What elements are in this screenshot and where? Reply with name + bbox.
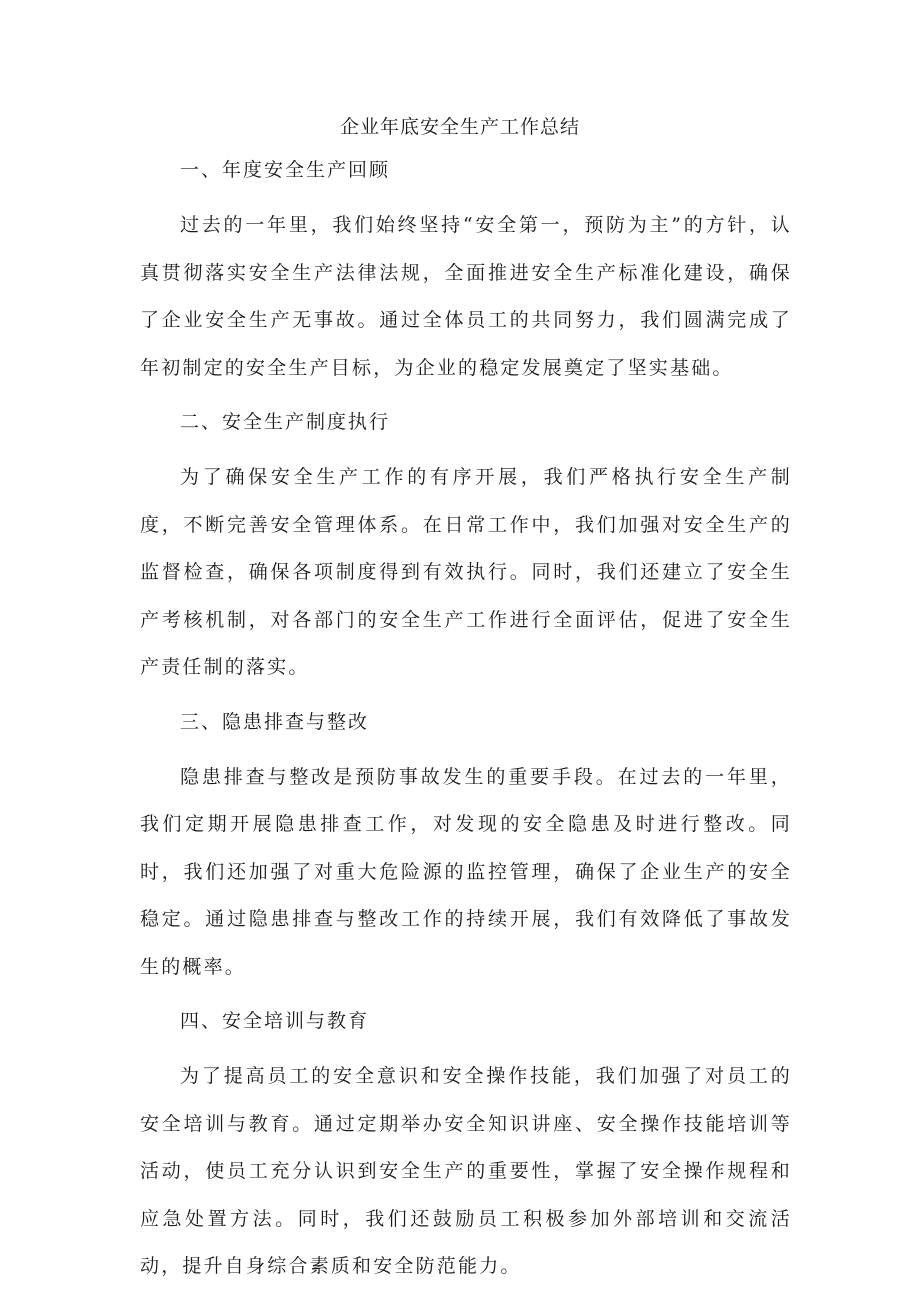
section-heading-3: 三、隐患排查与整改	[180, 710, 370, 733]
spacer	[140, 392, 792, 408]
spacer	[140, 184, 792, 202]
spacer	[140, 991, 792, 1007]
section-heading-4: 四、安全培训与教育	[180, 1010, 370, 1032]
document-body	[140, 156, 792, 1291]
section-paragraph-3: 隐患排查与整改是预防事故发生的重要手段。在过去的一年里，我们定期开展隐患排查工作，对发现的安全隐患及时进行整改。同时，我们还加强了对重大危险源的监控管理，确保了企业生产的安全稳定。通过隐患排查与整改工作的持续开展，我们有效降低了事故发生的概率。	[140, 765, 792, 978]
spacer	[140, 692, 792, 708]
spacer	[140, 736, 792, 754]
spacer	[140, 436, 792, 454]
section-heading-2: 二、安全生产制度执行	[180, 411, 391, 433]
section-heading-1: 一、年度安全生产回顾	[180, 159, 391, 181]
section-paragraph-2: 为了确保安全生产工作的有序开展，我们严格执行安全生产制度，不断完善安全管理体系。在日常工作中，我们加强对安全生产的监督检查，确保各项制度得到有效执行。同时，我们还建立了安全生产考核机制，对各部门的安全生产工作进行全面评估，促进了安全生产责任制的落实。	[140, 466, 792, 678]
document-title: 企业年底安全生产工作总结	[339, 116, 580, 138]
spacer	[140, 1035, 792, 1053]
section-paragraph-4: 为了提高员工的安全意识和安全操作技能，我们加强了对员工的安全培训与教育。通过定期举办安全知识讲座、安全操作技能培训等活动，使员工充分认识到安全生产的重要性，掌握了安全操作规程和应急处置方法。同时，我们还鼓励员工积极参加外部培训和交流活动，提升自身综合素质和安全防范能力。	[140, 1065, 792, 1277]
section-paragraph-1: 过去的一年里，我们始终坚持“安全第一，预防为主”的方针，认真贯彻落实安全生产法律法规，全面推进安全生产标准化建设，确保了企业安全生产无事故。通过全体员工的共同努力，我们圆满完成了年初制定的安全生产目标，为企业的稳定发展奠定了坚实基础。	[140, 214, 792, 379]
